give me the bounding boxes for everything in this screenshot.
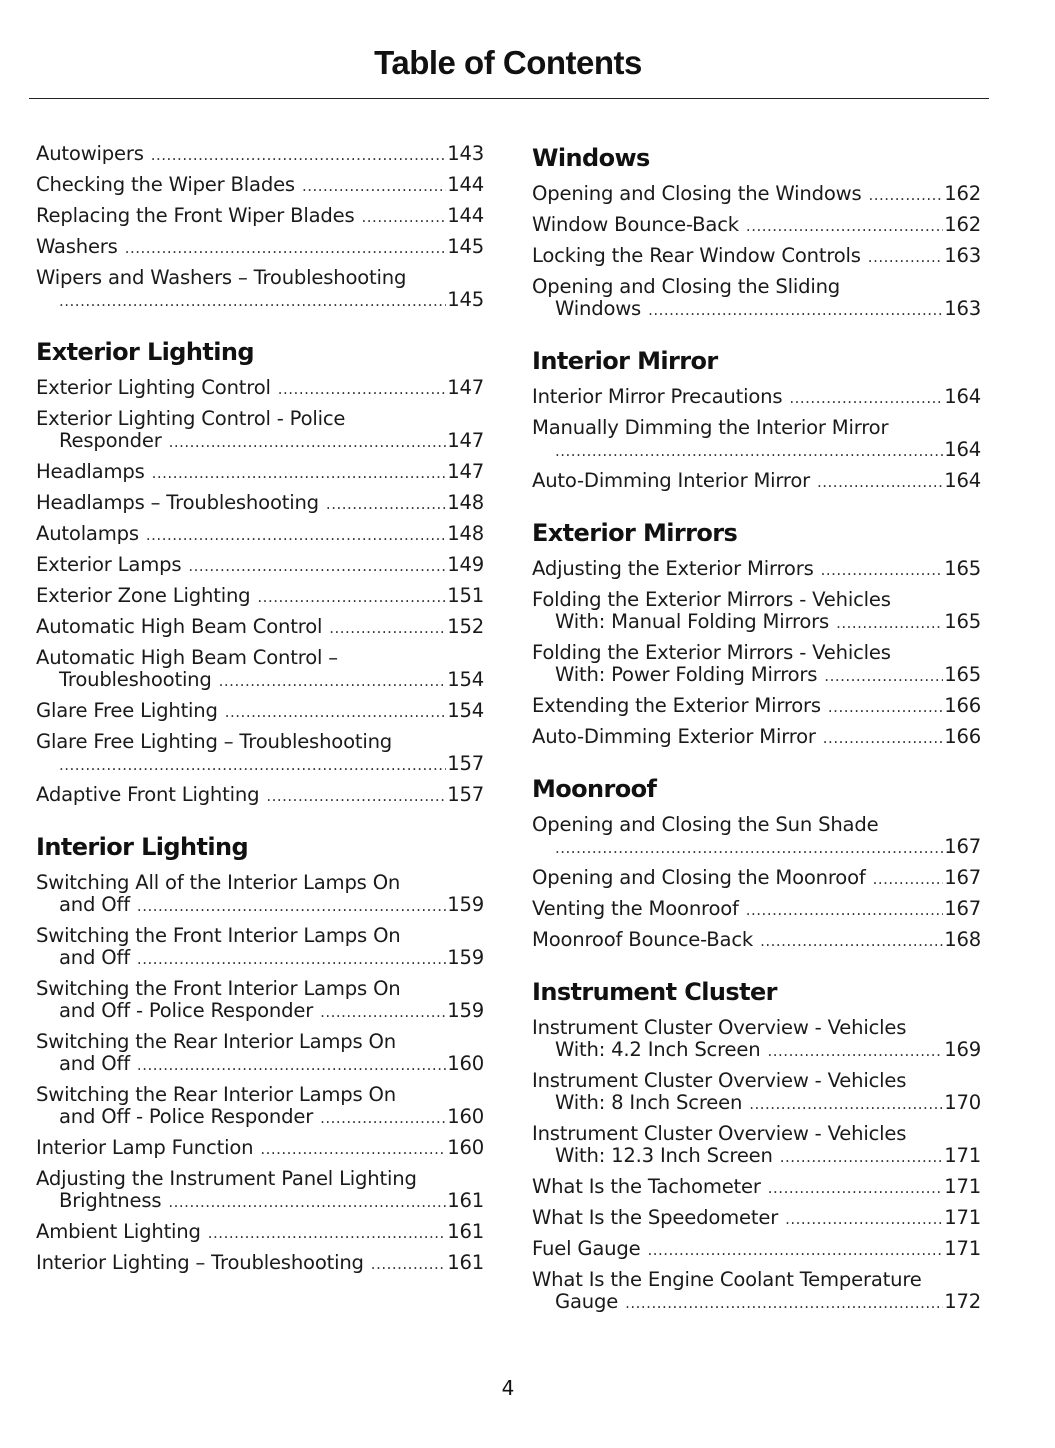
- toc-page-number: 167: [944, 835, 981, 858]
- toc-entry-title: Glare Free Lighting – Troubleshooting: [36, 730, 393, 753]
- toc-entry-line: [36, 784, 484, 807]
- toc-entry[interactable]: [532, 1238, 981, 1261]
- section-heading: Moonroof: [532, 775, 657, 803]
- section-heading: Interior Lighting: [36, 833, 249, 861]
- toc-entry-title: What Is the Engine Coolant Temperature: [532, 1268, 922, 1291]
- toc-entry[interactable]: [36, 1137, 484, 1160]
- toc-entry-line: [36, 205, 484, 228]
- toc-page-number: 145: [447, 288, 484, 311]
- leader-dots: [169, 431, 447, 453]
- leader-dots: [59, 754, 446, 776]
- toc-entry-line: [36, 925, 484, 947]
- toc-entry-title: Autowipers: [36, 142, 144, 165]
- toc-entry-line: [532, 1207, 981, 1230]
- toc-section: [36, 337, 484, 807]
- title-divider: [29, 98, 989, 99]
- toc-entry-line: [36, 236, 484, 259]
- toc-entry[interactable]: [36, 585, 484, 608]
- leader-dots: [746, 899, 943, 921]
- toc-entry-title: Troubleshooting: [59, 668, 212, 691]
- toc-entry-line: [532, 589, 981, 611]
- toc-page-number: 171: [944, 1175, 981, 1198]
- toc-entry-line: [532, 1092, 981, 1115]
- toc-section: [532, 143, 981, 321]
- toc-page-number: 161: [447, 1251, 484, 1274]
- toc-entry-line: [532, 642, 981, 664]
- leader-dots: [125, 237, 447, 259]
- toc-entry-line: [36, 669, 484, 692]
- leader-dots: [302, 175, 446, 197]
- toc-entry-line: [532, 611, 981, 634]
- toc-page-number: 147: [447, 460, 484, 483]
- toc-entry[interactable]: [532, 589, 981, 634]
- toc-entry-line: [532, 1291, 981, 1314]
- toc-entry[interactable]: [532, 417, 981, 462]
- toc-entry-title: Folding the Exterior Mirrors - Vehicles: [532, 588, 891, 611]
- toc-entry-line: [532, 1176, 981, 1199]
- toc-entry-title: Responder: [59, 429, 162, 452]
- toc-entry-line: [532, 558, 981, 581]
- toc-entry[interactable]: [36, 1168, 484, 1213]
- toc-entry-line: [532, 276, 981, 298]
- leader-dots: [168, 1191, 446, 1213]
- toc-entry-line: [36, 1031, 484, 1053]
- toc-entry-line: [36, 1168, 484, 1190]
- toc-page-number: 149: [447, 553, 484, 576]
- toc-entry[interactable]: [532, 898, 981, 921]
- section-heading: Interior Mirror: [532, 347, 718, 375]
- toc-page-number: 160: [447, 1052, 484, 1075]
- toc-entry-title: Fuel Gauge: [532, 1237, 641, 1260]
- toc-page-number: 154: [447, 668, 484, 691]
- toc-page-number: 165: [944, 557, 981, 580]
- toc-entry-line: [36, 872, 484, 894]
- toc-entry[interactable]: [532, 695, 981, 718]
- toc-entry-line: [532, 1039, 981, 1062]
- toc-entry[interactable]: [532, 814, 981, 859]
- toc-entry-title: Venting the Moonroof: [532, 897, 739, 920]
- toc-entry-title: Opening and Closing the Sliding: [532, 275, 841, 298]
- leader-dots: [266, 785, 446, 807]
- toc-entry-title: Automatic High Beam Control: [36, 615, 323, 638]
- leader-dots: [817, 471, 943, 493]
- toc-entry-title: Switching the Rear Interior Lamps On: [36, 1083, 397, 1106]
- toc-entry-title: Instrument Cluster Overview - Vehicles: [532, 1016, 907, 1039]
- toc-entry-title: Locking the Rear Window Controls: [532, 244, 861, 267]
- toc-entry-title: Switching the Front Interior Lamps On: [36, 924, 401, 947]
- toc-page-number: 167: [944, 897, 981, 920]
- toc-section: [532, 518, 981, 749]
- toc-entry[interactable]: [36, 174, 484, 197]
- leader-dots: [329, 617, 446, 639]
- toc-entry-line: [532, 298, 981, 321]
- toc-entry[interactable]: [36, 647, 484, 692]
- toc-entry-line: [532, 1145, 981, 1168]
- toc-page-number: 161: [447, 1220, 484, 1243]
- leader-dots: [789, 387, 943, 409]
- leader-dots: [137, 895, 446, 917]
- toc-entry-title: Interior Lamp Function: [36, 1136, 254, 1159]
- toc-entry[interactable]: [36, 236, 484, 259]
- toc-entry-line: [36, 978, 484, 1000]
- leader-dots: [137, 948, 446, 970]
- toc-entry-title: What Is the Speedometer: [532, 1206, 779, 1229]
- toc-entry-title: Moonroof Bounce-Back: [532, 928, 754, 951]
- toc-page-number: 171: [944, 1144, 981, 1167]
- toc-entry-line: [532, 386, 981, 409]
- toc-page-number: 151: [447, 584, 484, 607]
- toc-entry-line: [36, 408, 484, 430]
- leader-dots: [823, 727, 943, 749]
- toc-section: [532, 774, 981, 952]
- toc-entry[interactable]: [532, 558, 981, 581]
- toc-entry-title: Checking the Wiper Blades: [36, 173, 295, 196]
- toc-entry-line: [532, 1238, 981, 1261]
- toc-entry-line: [532, 814, 981, 836]
- toc-entry-line: [532, 1017, 981, 1039]
- toc-page-number: 162: [944, 182, 981, 205]
- toc-entry-title: Interior Mirror Precautions: [532, 385, 783, 408]
- toc-page-number: 144: [447, 204, 484, 227]
- toc-entry-title: Opening and Closing the Windows: [532, 182, 862, 205]
- leader-dots: [828, 696, 943, 718]
- toc-entry-line: [36, 289, 484, 312]
- leader-dots: [278, 378, 446, 400]
- toc-entry-line: [36, 554, 484, 577]
- toc-entry-title: Exterior Lighting Control: [36, 376, 271, 399]
- toc-entry[interactable]: [532, 1070, 981, 1115]
- leader-dots: [836, 612, 943, 634]
- toc-section: [36, 143, 484, 312]
- toc-page-number: 164: [944, 438, 981, 461]
- toc-page-number: 157: [447, 752, 484, 775]
- leader-dots: [749, 1093, 943, 1115]
- toc-entry[interactable]: [36, 1221, 484, 1244]
- toc-entry-line: [36, 1053, 484, 1076]
- toc-page-number: 157: [447, 783, 484, 806]
- toc-entry-title: With: Power Folding Mirrors: [555, 663, 818, 686]
- toc-entry-title: and Off: [59, 893, 130, 916]
- toc-entry-line: [36, 894, 484, 917]
- toc-entry[interactable]: [36, 616, 484, 639]
- toc-entry[interactable]: [36, 925, 484, 970]
- toc-entry-title: Exterior Lamps: [36, 553, 182, 576]
- toc-entry[interactable]: [532, 1123, 981, 1168]
- toc-entry[interactable]: [532, 867, 981, 890]
- toc-entry-line: [36, 1221, 484, 1244]
- toc-entry-title: and Off - Police Responder: [59, 999, 314, 1022]
- toc-entry-line: [532, 1123, 981, 1145]
- toc-entry-line: [36, 585, 484, 608]
- leader-dots: [868, 246, 943, 268]
- toc-entry-title: Windows: [555, 297, 642, 320]
- toc-page-number: 164: [944, 469, 981, 492]
- leader-dots: [146, 524, 446, 546]
- toc-page-number: 164: [944, 385, 981, 408]
- toc-page-number: 143: [447, 142, 484, 165]
- toc-page-number: 147: [447, 376, 484, 399]
- leader-dots: [362, 206, 447, 228]
- toc-entry-line: [532, 836, 981, 859]
- leader-dots: [257, 586, 446, 608]
- toc-entry[interactable]: [36, 461, 484, 484]
- toc-entry-title: Autolamps: [36, 522, 139, 545]
- toc-entry-title: Folding the Exterior Mirrors - Vehicles: [532, 641, 891, 664]
- leader-dots: [868, 184, 943, 206]
- leader-dots: [225, 701, 446, 723]
- toc-entry-title: Ambient Lighting: [36, 1220, 201, 1243]
- toc-entry[interactable]: [532, 386, 981, 409]
- toc-entry-title: Manually Dimming the Interior Mirror: [532, 416, 889, 439]
- toc-entry-line: [36, 267, 484, 289]
- toc-entry-line: [532, 439, 981, 462]
- toc-entry-title: Auto-Dimming Exterior Mirror: [532, 725, 816, 748]
- toc-entry-line: [36, 461, 484, 484]
- toc-entry-line: [532, 664, 981, 687]
- toc-entry-title: Interior Lighting – Troubleshooting: [36, 1251, 364, 1274]
- toc-page-number: 147: [447, 429, 484, 452]
- toc-page-number: 162: [944, 213, 981, 236]
- toc-entry-line: [36, 1000, 484, 1023]
- toc-entry[interactable]: [36, 554, 484, 577]
- toc-entry-title: and Off - Police Responder: [59, 1105, 314, 1128]
- leader-dots: [326, 493, 446, 515]
- toc-entry-line: [36, 523, 484, 546]
- leader-dots: [873, 868, 944, 890]
- leader-dots: [371, 1253, 446, 1275]
- toc-entry-title: Brightness: [59, 1189, 162, 1212]
- toc-entry-line: [36, 616, 484, 639]
- toc-entry-line: [36, 174, 484, 197]
- toc-entry-title: Glare Free Lighting: [36, 699, 218, 722]
- toc-right-column: [532, 143, 981, 1339]
- toc-entry-title: Headlamps: [36, 460, 145, 483]
- page-number: 4: [501, 1376, 515, 1400]
- toc-entry[interactable]: [532, 1176, 981, 1199]
- leader-dots: [824, 665, 943, 687]
- toc-page-number: 152: [447, 615, 484, 638]
- leader-dots: [647, 1239, 943, 1261]
- toc-entry-title: Replacing the Front Wiper Blades: [36, 204, 355, 227]
- section-heading: Instrument Cluster: [532, 978, 777, 1006]
- toc-entry-line: [532, 929, 981, 952]
- toc-page-number: 145: [447, 235, 484, 258]
- toc-entry-title: Switching the Front Interior Lamps On: [36, 977, 401, 1000]
- toc-entry-line: [36, 731, 484, 753]
- toc-page-number: 169: [944, 1038, 981, 1061]
- toc-entry-title: and Off: [59, 1052, 130, 1075]
- toc-entry-title: and Off: [59, 946, 130, 969]
- leader-dots: [59, 290, 446, 312]
- leader-dots: [785, 1208, 943, 1230]
- toc-section: [532, 346, 981, 493]
- toc-entry[interactable]: [36, 784, 484, 807]
- leader-dots: [746, 215, 943, 237]
- toc-page-number: 148: [447, 491, 484, 514]
- toc-entry-line: [532, 470, 981, 493]
- toc-entry[interactable]: [36, 143, 484, 166]
- toc-entry[interactable]: [36, 1084, 484, 1129]
- toc-page-number: 171: [944, 1206, 981, 1229]
- toc-page-number: 160: [447, 1105, 484, 1128]
- toc-entry-title: Wipers and Washers – Troubleshooting: [36, 266, 407, 289]
- toc-entry-line: [36, 753, 484, 776]
- toc-left-column: [36, 143, 484, 1300]
- toc-entry[interactable]: [36, 872, 484, 917]
- toc-entry-line: [36, 1252, 484, 1275]
- toc-entry[interactable]: [36, 408, 484, 453]
- toc-entry-line: [532, 726, 981, 749]
- toc-page-number: 159: [447, 946, 484, 969]
- toc-page-number: 163: [944, 297, 981, 320]
- leader-dots: [555, 837, 943, 859]
- toc-page-number: 159: [447, 999, 484, 1022]
- toc-entry[interactable]: [532, 214, 981, 237]
- toc-entry-title: With: 12.3 Inch Screen: [555, 1144, 773, 1167]
- toc-entry[interactable]: [532, 1017, 981, 1062]
- toc-entry-title: Headlamps – Troubleshooting: [36, 491, 319, 514]
- toc-entry-title: Adjusting the Instrument Panel Lighting: [36, 1167, 417, 1190]
- toc-page-number: 168: [944, 928, 981, 951]
- toc-entry[interactable]: [36, 377, 484, 400]
- toc-entry-line: [532, 1070, 981, 1092]
- toc-entry-title: Opening and Closing the Moonroof: [532, 866, 866, 889]
- toc-entry[interactable]: [532, 245, 981, 268]
- leader-dots: [320, 1107, 446, 1129]
- toc-page-number: 170: [944, 1091, 981, 1114]
- toc-page-number: 159: [447, 893, 484, 916]
- toc-entry-title: Instrument Cluster Overview - Vehicles: [532, 1122, 907, 1145]
- toc-entry-title: With: 8 Inch Screen: [555, 1091, 743, 1114]
- toc-entry-title: Extending the Exterior Mirrors: [532, 694, 821, 717]
- toc-entry-line: [532, 867, 981, 890]
- toc-entry-line: [532, 183, 981, 206]
- leader-dots: [208, 1222, 446, 1244]
- toc-entry[interactable]: [532, 726, 981, 749]
- toc-entry-title: Switching the Rear Interior Lamps On: [36, 1030, 397, 1053]
- toc-page-number: 165: [944, 663, 981, 686]
- toc-entry-title: With: 4.2 Inch Screen: [555, 1038, 761, 1061]
- toc-entry-title: Switching All of the Interior Lamps On: [36, 871, 401, 894]
- toc-entry[interactable]: [36, 205, 484, 228]
- leader-dots: [760, 930, 943, 952]
- toc-page-number: 172: [944, 1290, 981, 1313]
- toc-entry[interactable]: [532, 276, 981, 321]
- toc-entry-title: Adaptive Front Lighting: [36, 783, 260, 806]
- toc-entry-line: [36, 492, 484, 515]
- toc-entry-title: Automatic High Beam Control –: [36, 646, 338, 669]
- toc-entry-title: Auto-Dimming Interior Mirror: [532, 469, 810, 492]
- toc-entry-line: [36, 700, 484, 723]
- leader-dots: [188, 555, 446, 577]
- toc-page-number: 167: [944, 866, 981, 889]
- toc-entry-title: Washers: [36, 235, 118, 258]
- toc-entry[interactable]: [36, 492, 484, 515]
- toc-entry-title: With: Manual Folding Mirrors: [555, 610, 830, 633]
- leader-dots: [768, 1040, 944, 1062]
- toc-entry-title: Window Bounce-Back: [532, 213, 739, 236]
- toc-entry-line: [532, 245, 981, 268]
- leader-dots: [768, 1177, 943, 1199]
- toc-entry-title: Exterior Zone Lighting: [36, 584, 251, 607]
- toc-entry-line: [36, 1137, 484, 1160]
- page-title: Table of Contents: [374, 44, 642, 81]
- toc-entry-title: Exterior Lighting Control - Police: [36, 407, 346, 430]
- toc-entry[interactable]: [36, 731, 484, 776]
- toc-entry[interactable]: [532, 1269, 981, 1314]
- toc-entry[interactable]: [532, 470, 981, 493]
- leader-dots: [648, 299, 943, 321]
- toc-entry[interactable]: [532, 1207, 981, 1230]
- toc-entry[interactable]: [36, 523, 484, 546]
- leader-dots: [151, 144, 446, 166]
- toc-entry[interactable]: [36, 978, 484, 1023]
- toc-entry-line: [36, 947, 484, 970]
- leader-dots: [555, 440, 943, 462]
- section-heading: Exterior Mirrors: [532, 519, 738, 547]
- toc-entry-line: [36, 430, 484, 453]
- leader-dots: [260, 1138, 446, 1160]
- toc-entry-line: [532, 898, 981, 921]
- leader-dots: [219, 670, 447, 692]
- toc-entry-line: [36, 143, 484, 166]
- toc-entry-title: Opening and Closing the Sun Shade: [532, 813, 879, 836]
- toc-entry-line: [36, 1190, 484, 1213]
- toc-entry-line: [532, 1269, 981, 1291]
- toc-entry-line: [532, 695, 981, 718]
- toc-entry[interactable]: [36, 267, 484, 312]
- leader-dots: [320, 1001, 446, 1023]
- toc-page-number: 165: [944, 610, 981, 633]
- toc-entry-line: [532, 214, 981, 237]
- leader-dots: [780, 1146, 943, 1168]
- toc-page-number: 161: [447, 1189, 484, 1212]
- toc-entry[interactable]: [36, 1031, 484, 1076]
- leader-dots: [137, 1054, 446, 1076]
- toc-entry-title: Gauge: [555, 1290, 619, 1313]
- leader-dots: [625, 1292, 943, 1314]
- toc-page-number: 166: [944, 725, 981, 748]
- toc-page-number: 160: [447, 1136, 484, 1159]
- toc-entry-title: What Is the Tachometer: [532, 1175, 761, 1198]
- toc-entry-line: [36, 1106, 484, 1129]
- toc-entry-line: [532, 417, 981, 439]
- leader-dots: [152, 462, 447, 484]
- toc-entry[interactable]: [36, 700, 484, 723]
- toc-page-number: 171: [944, 1237, 981, 1260]
- toc-page-number: 144: [447, 173, 484, 196]
- toc-page-number: 148: [447, 522, 484, 545]
- toc-entry-line: [36, 1084, 484, 1106]
- toc-entry[interactable]: [532, 929, 981, 952]
- section-heading: Windows: [532, 144, 650, 172]
- section-heading: Exterior Lighting: [36, 338, 254, 366]
- toc-entry[interactable]: [532, 183, 981, 206]
- toc-page-number: 154: [447, 699, 484, 722]
- toc-section: [36, 832, 484, 1275]
- toc-page-number: 166: [944, 694, 981, 717]
- toc-entry-line: [36, 377, 484, 400]
- toc-entry[interactable]: [36, 1252, 484, 1275]
- toc-entry-title: Adjusting the Exterior Mirrors: [532, 557, 814, 580]
- toc-page-number: 163: [944, 244, 981, 267]
- toc-section: [532, 977, 981, 1314]
- toc-entry[interactable]: [532, 642, 981, 687]
- toc-entry-title: Instrument Cluster Overview - Vehicles: [532, 1069, 907, 1092]
- leader-dots: [821, 559, 944, 581]
- toc-entry-line: [36, 647, 484, 669]
